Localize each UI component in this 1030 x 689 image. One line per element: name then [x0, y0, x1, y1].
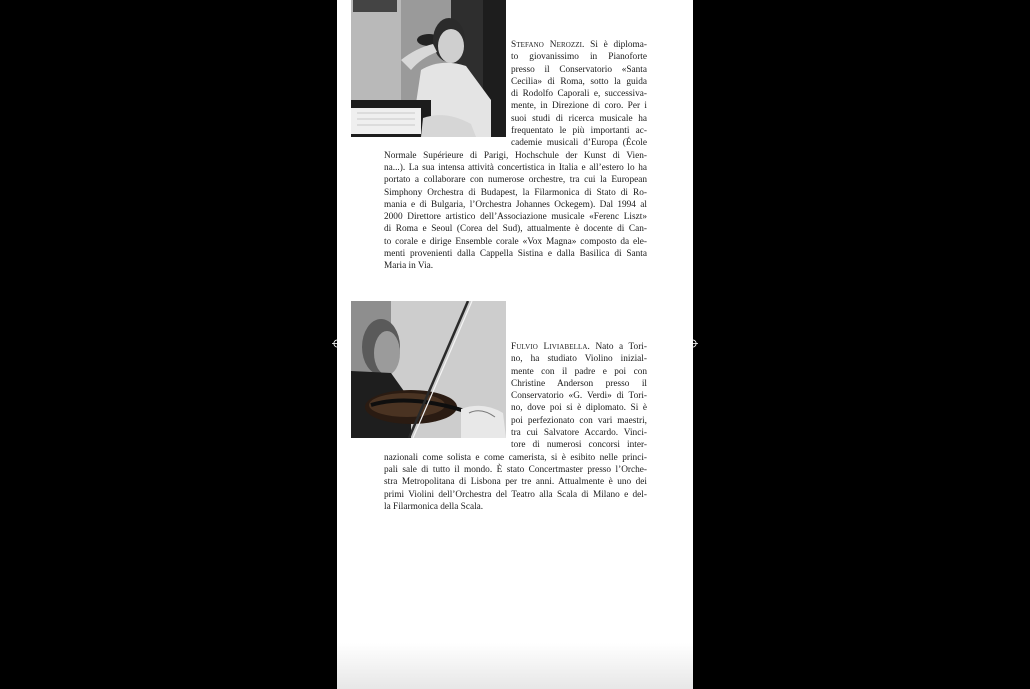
- bio-line: 2000 Direttore artistico dell’Associazione musicale «Ferenc Liszt»: [384, 212, 647, 223]
- bio-fulvio-liviabella: [384, 341, 647, 513]
- bio-line: Cecilia» di Roma, sotto la guida: [511, 76, 647, 87]
- bio-line: no, dove poi si è diplomato. Si è: [511, 403, 647, 414]
- bio-line: Simphony Orchestra di Budapest, la Filarmonica di Stato di Ro-: [384, 187, 647, 198]
- bio-line: tra cui Salvatore Accardo. Vinci-: [511, 428, 647, 439]
- bio-line: presso il Conservatorio «Santa: [511, 64, 647, 75]
- bio-line: frequentato le più importanti ac-: [511, 126, 647, 137]
- document-page: [337, 0, 693, 689]
- bio-line: Maria in Via.: [384, 261, 434, 272]
- bio-line: Conservatorio «G. Verdi» di Tori-: [511, 391, 647, 402]
- bio-line: pali sale di tutto il mondo. È stato Concertmaster presso l’Orche-: [384, 464, 647, 475]
- registration-mark-icon: [687, 338, 698, 349]
- page-bottom-shadow: [337, 643, 693, 689]
- bio-line: suoi studi di ricerca musicale ha: [511, 113, 647, 124]
- bio-line: menti provenienti dalla Cappella Sistina e dalla Basilica di Santa: [384, 249, 647, 260]
- bio-line: portato a collaborare con numerose orchestre, tra cui la European: [384, 175, 647, 186]
- bio-line: mente, in Direzione di coro. Per i: [511, 101, 647, 112]
- bio-line: na...). La sua intensa attività concertistica in Italia e all’estero lo ha: [384, 162, 647, 173]
- bio-line: di Roma e Seoul (Corea del Sud), attualmente è docente di Can-: [384, 224, 647, 235]
- bio-line: to giovanissimo in Pianoforte: [511, 52, 647, 63]
- bio-name: Fulvio Liviabella.: [511, 342, 590, 352]
- bio-line: Christine Anderson presso il: [511, 378, 647, 389]
- bio-line: Stefano Nerozzi. Si è diploma-: [511, 40, 648, 50]
- bio-line: primi Violini dell’Orchestra del Teatro alla Scala di Milano e del-: [384, 489, 647, 500]
- bio-line: nazionali come solista e come camerista, si è esibito nelle princi-: [384, 452, 647, 463]
- bio-line: to corale e dirige Ensemble corale «Vox Magna» composto da ele-: [384, 236, 647, 247]
- bio-line: di Rodolfo Caporali e, successiva-: [511, 89, 647, 100]
- bio-line: mania e di Bulgaria, l’Orchestra Johannes Ockegem). Dal 1994 al: [384, 199, 647, 210]
- bio-line: Normale Supérieure di Parigi, Hochschule der Kunst di Vien-: [384, 150, 647, 161]
- bio-line: stra Metropolitana di Lisbona per tre anni. Attualmente è uno dei: [384, 477, 647, 488]
- bio-stefano-nerozzi: [384, 39, 647, 273]
- bio-line: la Filarmonica della Scala.: [384, 501, 484, 512]
- bio-line: mente con il padre e poi con: [511, 366, 647, 377]
- bio-line: cademie musicali d’Europa (École: [511, 138, 647, 149]
- bio-line: Fulvio Liviabella. Nato a Tori-: [511, 342, 647, 352]
- registration-mark-icon: [332, 338, 343, 349]
- bio-line: poi perfezionato con vari maestri,: [511, 415, 647, 426]
- bio-line: tore di numerosi concorsi inter-: [511, 440, 647, 451]
- bio-name: Stefano Nerozzi.: [511, 40, 585, 50]
- bio-line: no, ha studiato Violino inizial-: [511, 354, 647, 365]
